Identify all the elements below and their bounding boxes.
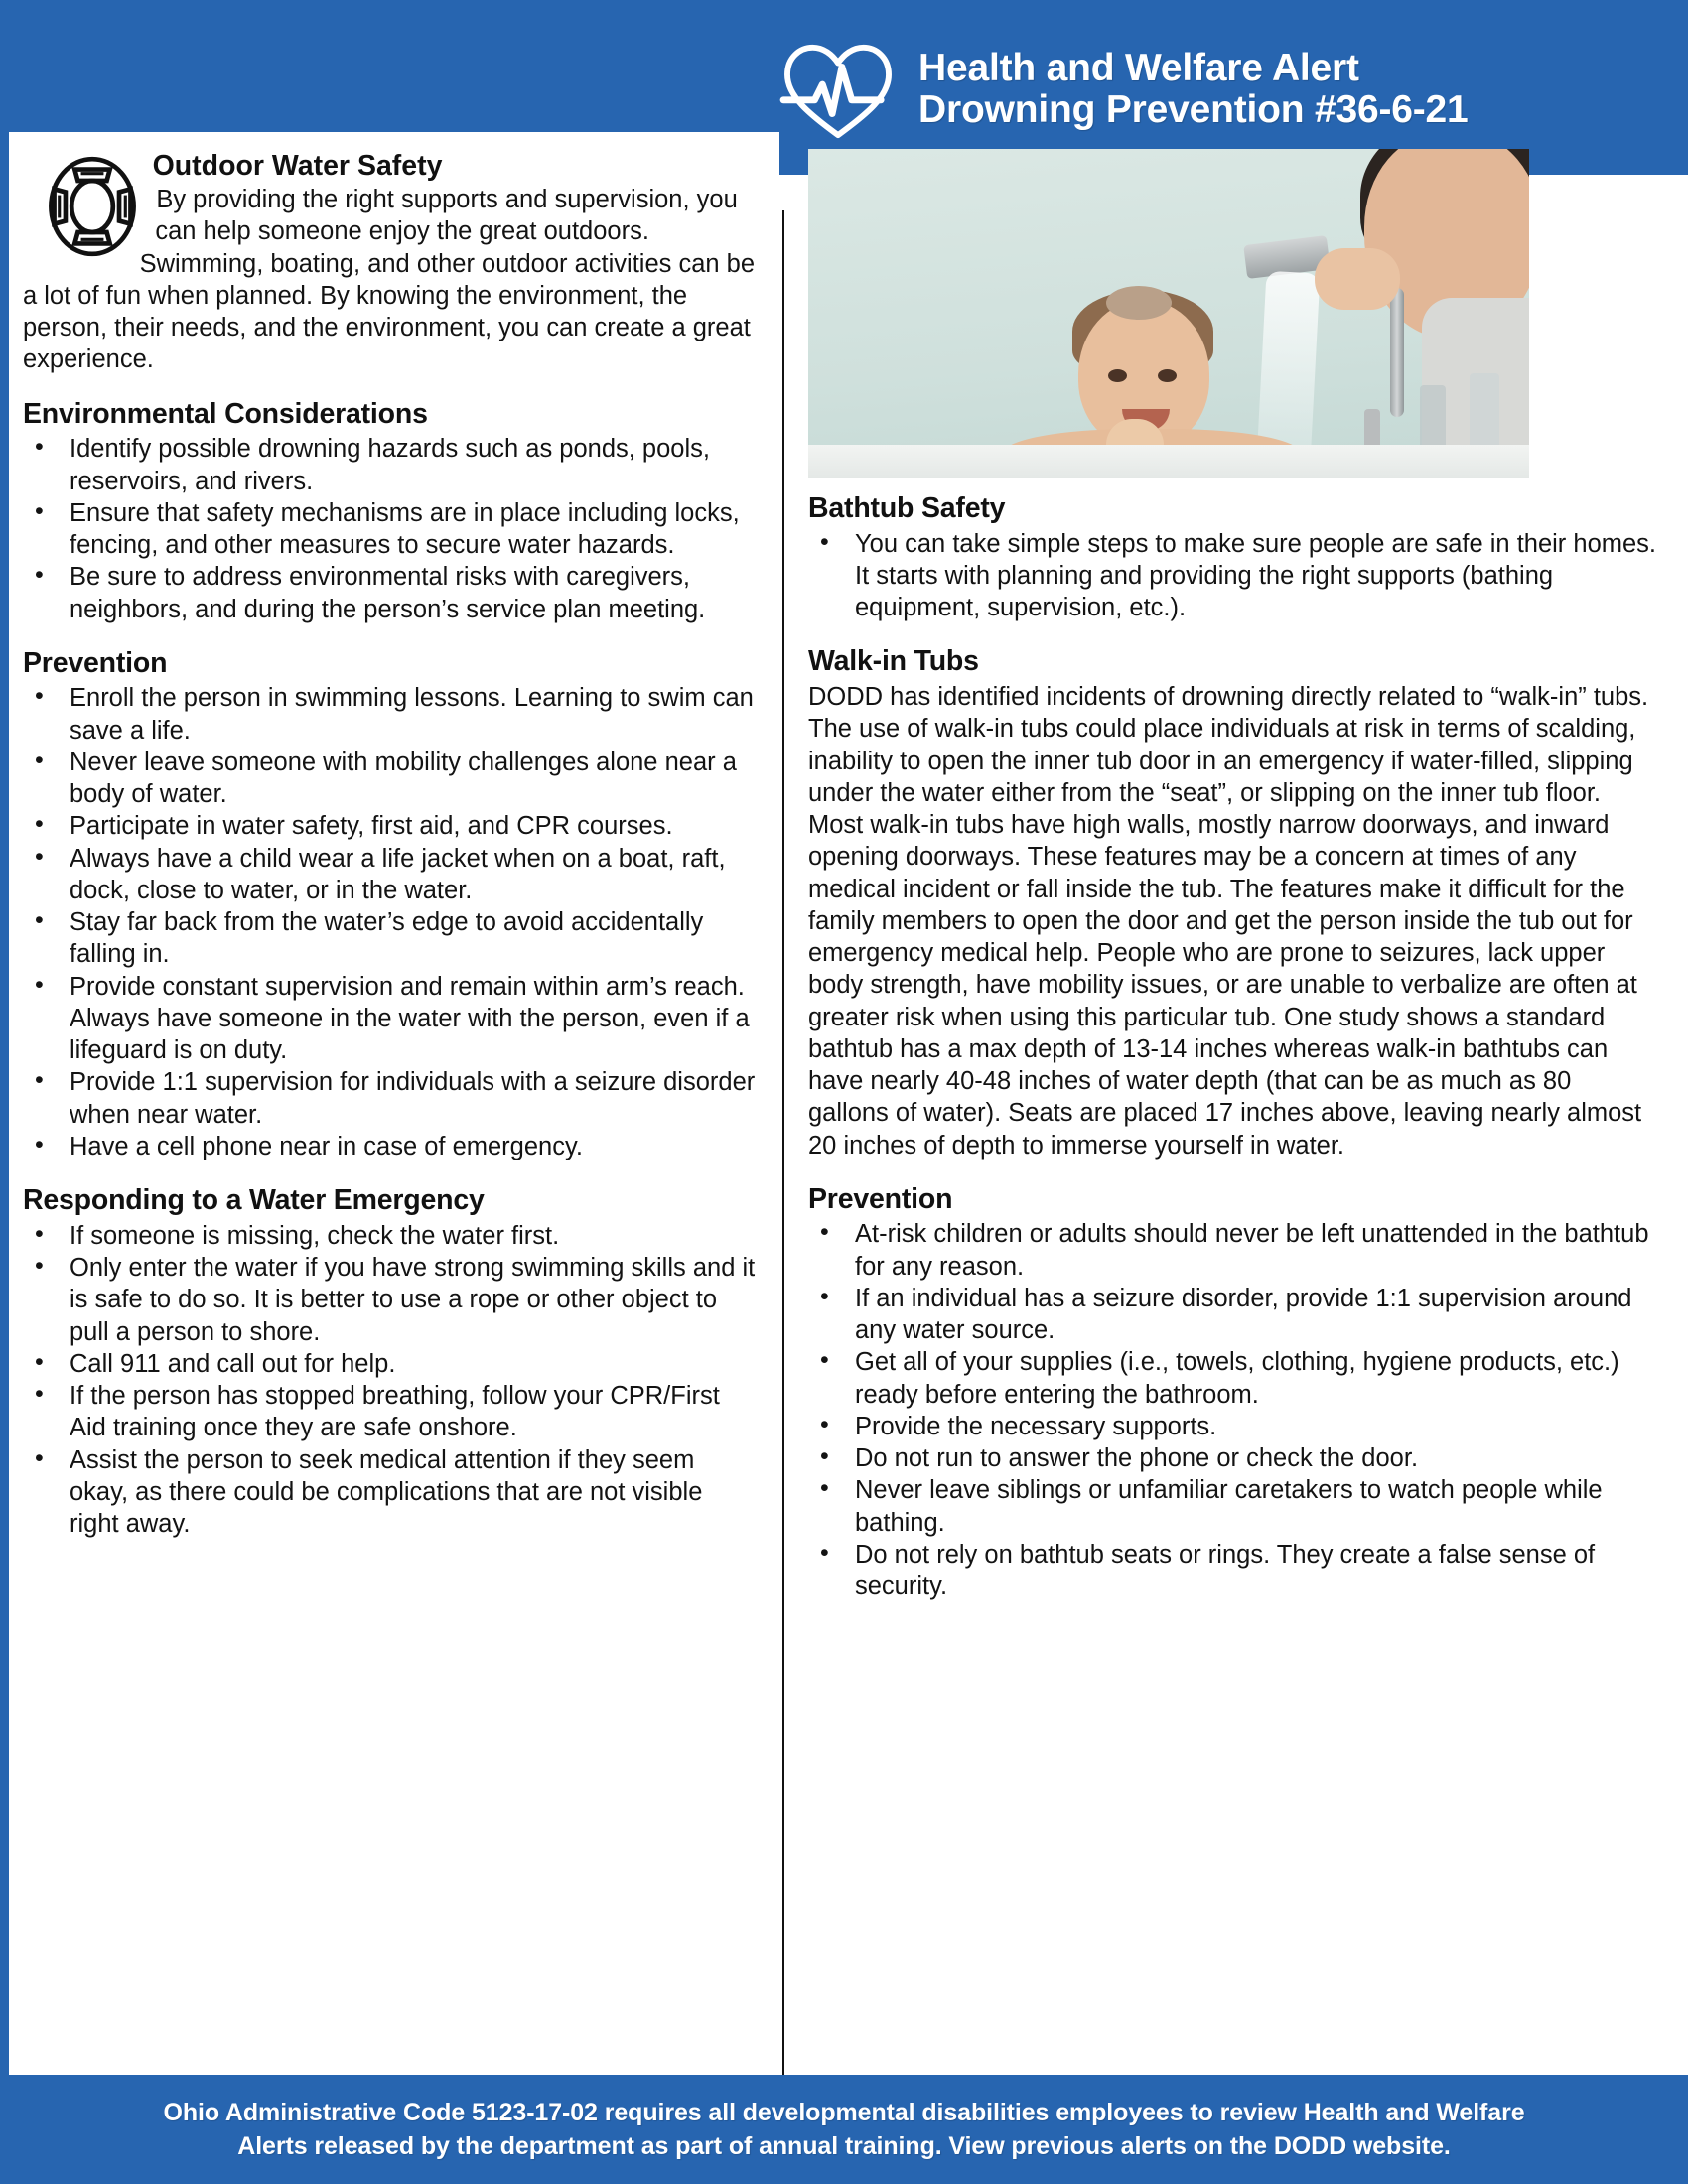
list-item: • Participate in water safety, first aid, and CPR courses. bbox=[23, 810, 758, 842]
responding-list bbox=[23, 1220, 758, 1541]
list-item: • Ensure that safety mechanisms are in place including locks, fencing, and other measures to secure water hazards. bbox=[23, 497, 758, 562]
left-prevention-heading: Prevention bbox=[23, 646, 168, 679]
photo-child-wet-hair bbox=[1106, 286, 1172, 320]
body bbox=[9, 149, 1688, 2055]
header bbox=[779, 30, 1688, 149]
left-accent-stripe bbox=[0, 132, 9, 2075]
list-item: • If the person has stopped breathing, follow your CPR/First Aid training once they are safe onshore. bbox=[23, 1380, 758, 1444]
list-item: • If someone is missing, check the water first. bbox=[23, 1220, 758, 1252]
list-item: • Identify possible drowning hazards such as ponds, pools, reservoirs, and rivers. bbox=[23, 433, 758, 497]
footer-line1: Ohio Administrative Code 5123-17-02 requires all developmental disabilities employees to review Health and Welfare bbox=[163, 2098, 1525, 2126]
left-column bbox=[23, 149, 758, 1540]
list-item: • Always have a child wear a life jacket when on a boat, raft, dock, close to water, or in the water. bbox=[23, 843, 758, 907]
outdoor-water-safety-heading: Outdoor Water Safety bbox=[152, 150, 443, 182]
photo-caregiver-hand bbox=[1315, 248, 1400, 310]
list-item: • Never leave siblings or unfamiliar caretakers to watch people while bathing. bbox=[808, 1474, 1657, 1539]
walk-in-tubs-heading: Walk-in Tubs bbox=[808, 645, 979, 678]
list-item: • Never leave someone with mobility challenges alone near a body of water. bbox=[23, 747, 758, 811]
walk-in-tubs-text: DODD has identified incidents of drowning directly related to “walk-in” tubs. The use of walk-in tubs could place individuals at risk in terms of scalding, inability to open the inner tub door in an emergency if water-filled, slipping under the water either from the “seat”, or slipping on the inner tub floor. Most walk-in tubs have high walls, mostly narrow doorways, and inward opening doorways. These features may be a concern at times of any medical incident or fall inside the tub. The features make it difficult for the family members to open the door and get the person inside the tub out for emergency medical help. People who are prone to seizures, lack upper body strength, have mobility issues, or are unable to verbalize are often at greater risk when using this particular tub. One study shows a standard bathtub has a max depth of 13-14 inches whereas walk-in bathtubs can have nearly 40-48 inches of water depth (that can be as much as 80 gallons of water). Seats are placed 17 inches above, leaving nearly almost 20 inches of depth to immerse yourself in water. bbox=[808, 683, 1649, 1160]
life-ring-icon bbox=[41, 155, 144, 258]
photo-shower-hose bbox=[1390, 288, 1404, 417]
photo-bottle bbox=[1470, 373, 1499, 451]
footer-line2: Alerts released by the department as part of annual training. View previous alerts on the DODD website. bbox=[237, 2131, 1451, 2160]
outdoor-water-safety-section bbox=[23, 149, 758, 376]
list-item: • Get all of your supplies (i.e., towels, clothing, hygiene products, etc.) ready before entering the bathroom. bbox=[808, 1346, 1657, 1411]
list-item: • At-risk children or adults should never be left unattended in the bathtub for any reason. bbox=[808, 1218, 1657, 1283]
list-item: • Be sure to address environmental risks with caregivers, neighbors, and during the person’s service plan meeting. bbox=[23, 561, 758, 625]
heart-ekg-icon bbox=[779, 38, 897, 141]
right-prevention-list bbox=[808, 1218, 1657, 1602]
photo-tub-rim bbox=[808, 445, 1529, 478]
photo-child-eye bbox=[1108, 369, 1127, 382]
bathtub-safety-heading: Bathtub Safety bbox=[808, 492, 1006, 524]
photo-bottle bbox=[1420, 385, 1446, 451]
bathtub-photo bbox=[808, 149, 1529, 478]
list-item: • Provide constant supervision and remain within arm’s reach. Always have someone in the water with the person, even if a lifeguard is on duty. bbox=[23, 971, 758, 1067]
right-column bbox=[808, 149, 1657, 1602]
list-item: • Provide the necessary supports. bbox=[808, 1411, 1657, 1442]
right-prevention-heading: Prevention bbox=[808, 1182, 953, 1215]
list-item: • Call 911 and call out for help. bbox=[23, 1348, 758, 1380]
left-prevention-list bbox=[23, 682, 758, 1162]
column-divider bbox=[782, 210, 784, 2092]
list-item: • Provide 1:1 supervision for individuals with a seizure disorder when near water. bbox=[23, 1066, 758, 1131]
header-title-line2: Drowning Prevention #36-6-21 bbox=[918, 88, 1469, 131]
footer-band bbox=[0, 2075, 1688, 2184]
list-item: • Only enter the water if you have strong swimming skills and it is safe to do so. It is better to use a rope or other object to pull a person to shore. bbox=[23, 1252, 758, 1348]
bathtub-safety-list bbox=[808, 528, 1657, 624]
list-item: • Assist the person to seek medical attention if they seem okay, as there could be complications that are not visible right away. bbox=[23, 1444, 758, 1541]
list-item: • Do not rely on bathtub seats or rings. They create a false sense of security. bbox=[808, 1539, 1657, 1603]
list-item: • Stay far back from the water’s edge to avoid accidentally falling in. bbox=[23, 906, 758, 971]
environmental-considerations-list bbox=[23, 433, 758, 625]
responding-heading: Responding to a Water Emergency bbox=[23, 1184, 485, 1217]
list-item: • Do not run to answer the phone or check the door. bbox=[808, 1442, 1657, 1474]
environmental-considerations-heading: Environmental Considerations bbox=[23, 397, 428, 430]
outdoor-water-safety-text: By providing the right supports and supervision, you can help someone enjoy the great outdoors. Swimming, boating, and other outdoor activities can be a lot of fun when planned. By knowing the environment, the person, their needs, and the environment, you can create a great experience. bbox=[23, 186, 756, 374]
list-item: • Have a cell phone near in case of emergency. bbox=[23, 1131, 758, 1162]
header-title-line1: Health and Welfare Alert bbox=[918, 47, 1359, 90]
list-item: • If an individual has a seizure disorder, provide 1:1 supervision around any water source. bbox=[808, 1283, 1657, 1347]
photo-child-eye bbox=[1158, 369, 1177, 382]
list-item: • You can take simple steps to make sure people are safe in their homes. It starts with planning and providing the right supports (bathing equipment, supervision, etc.). bbox=[808, 528, 1657, 624]
list-item: • Enroll the person in swimming lessons. Learning to swim can save a life. bbox=[23, 682, 758, 747]
